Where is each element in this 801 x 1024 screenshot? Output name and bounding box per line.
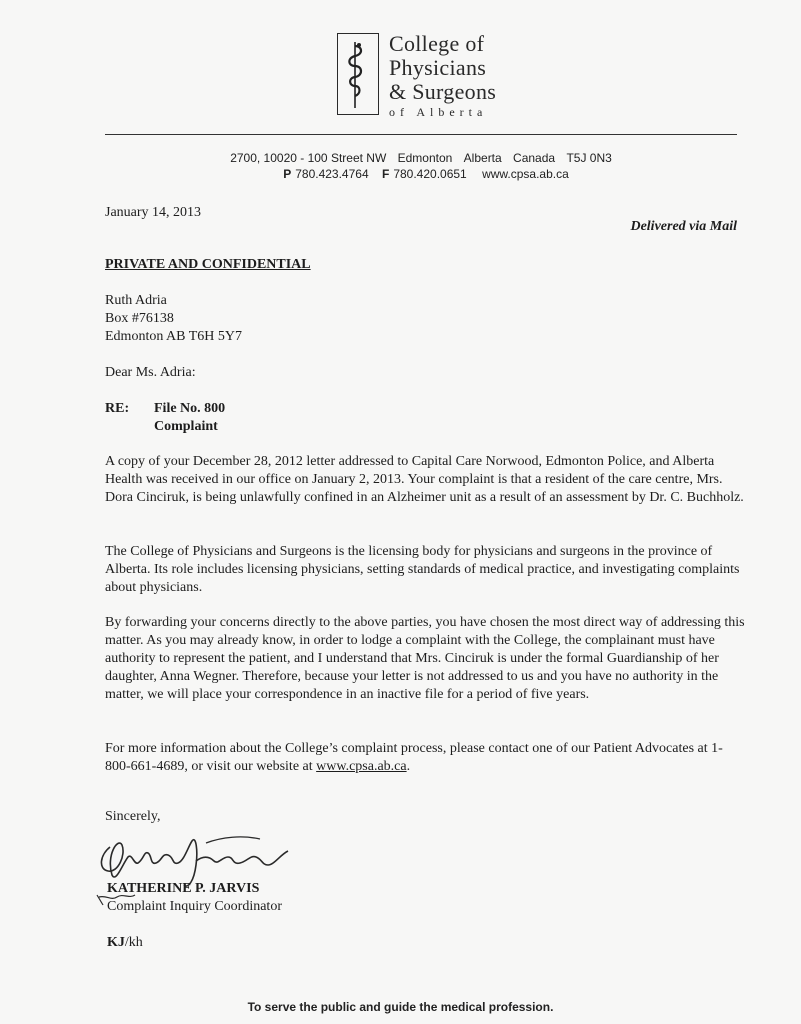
letterhead-contact — [105, 167, 737, 181]
footer-motto: To serve the public and guide the medical profession. — [247, 1000, 554, 1014]
initials-typist: /kh — [124, 935, 143, 950]
salutation: Dear Ms. Adria: — [105, 365, 196, 380]
website-link[interactable]: www.cpsa.ab.ca — [316, 759, 407, 774]
signer-name: KATHERINE P. JARVIS — [107, 881, 260, 896]
reference-initials — [107, 935, 143, 951]
confidential-heading: PRIVATE AND CONFIDENTIAL — [105, 257, 311, 272]
recipient-city: Edmonton AB T6H 5Y7 — [105, 329, 243, 344]
body-paragraph-2: The College of Physicians and Surgeons is the licensing body for physicians and surgeons in the province of Alberta. Its role includes licensing physicians, setting standards of medical practice, and investigating complaints about physicians. — [105, 544, 740, 595]
address-postal: T5J 0N3 — [566, 151, 612, 165]
initials-author: KJ — [107, 935, 125, 950]
phone-number: 780.423.4764 — [295, 167, 369, 181]
re-file-number: File No. 800 — [154, 401, 226, 416]
para-4-text: For more information about the College’s complaint process, please contact one of our Patient Advocates at 1-800-661-4689, or visit our website at — [105, 741, 723, 774]
body-paragraph-1: A copy of your December 28, 2012 letter addressed to Capital Care Norwood, Edmonton Police, and Alberta Health was received in our office on January 2, 2013. Your complaint is that a resident of the care centre, Mrs. Dora Cinciruk, is being unlawfully confined in an Alzheimer unit as a result of an assessment by Dr. C. Buchholz. — [105, 454, 744, 505]
website-text: www.cpsa.ab.ca — [482, 167, 569, 181]
recipient-box: Box #76138 — [105, 311, 174, 326]
org-name-line-2: Physicians — [389, 55, 487, 80]
address-city: Edmonton — [397, 151, 453, 165]
address-country: Canada — [513, 151, 556, 165]
body-paragraph-4 — [105, 740, 745, 776]
delivery-method: Delivered via Mail — [630, 219, 737, 234]
org-name-line-1: College of — [389, 31, 485, 56]
staff-serpent-icon — [338, 34, 378, 114]
re-subject: Complaint — [154, 419, 218, 434]
org-name-line-4: of Alberta — [389, 105, 488, 119]
fax-label: F — [381, 167, 390, 181]
body-paragraph-3: By forwarding your concerns directly to the above parties, you have chosen the most direct way of addressing this matter. As you may already know, in order to lodge a complaint with the College, the complainant must have authority to represent the patient, and I understand that Mrs. Cinciruk is under the formal Guardianship of her daughter, Anna Wegner. Therefore, because your letter is not addressed to us and you have no authority in the matter, we will place your correspondence in an inactive file for a period of five years. — [105, 615, 745, 702]
re-label: RE: — [105, 401, 130, 416]
address-province: Alberta — [463, 151, 502, 165]
para-4-end: . — [406, 759, 411, 774]
address-street: 2700, 10020 - 100 Street NW — [230, 151, 387, 165]
fax-number: 780.420.0651 — [393, 167, 467, 181]
org-name-line-3: & Surgeons — [389, 79, 497, 104]
closing: Sincerely, — [105, 809, 161, 824]
letter-date: January 14, 2013 — [105, 205, 202, 220]
signer-title: Complaint Inquiry Coordinator — [107, 899, 282, 914]
phone-label: P — [283, 167, 292, 181]
recipient-name: Ruth Adria — [105, 293, 167, 308]
college-logo-emblem — [337, 33, 379, 115]
header-divider — [105, 134, 737, 135]
letterhead-address — [105, 151, 737, 165]
